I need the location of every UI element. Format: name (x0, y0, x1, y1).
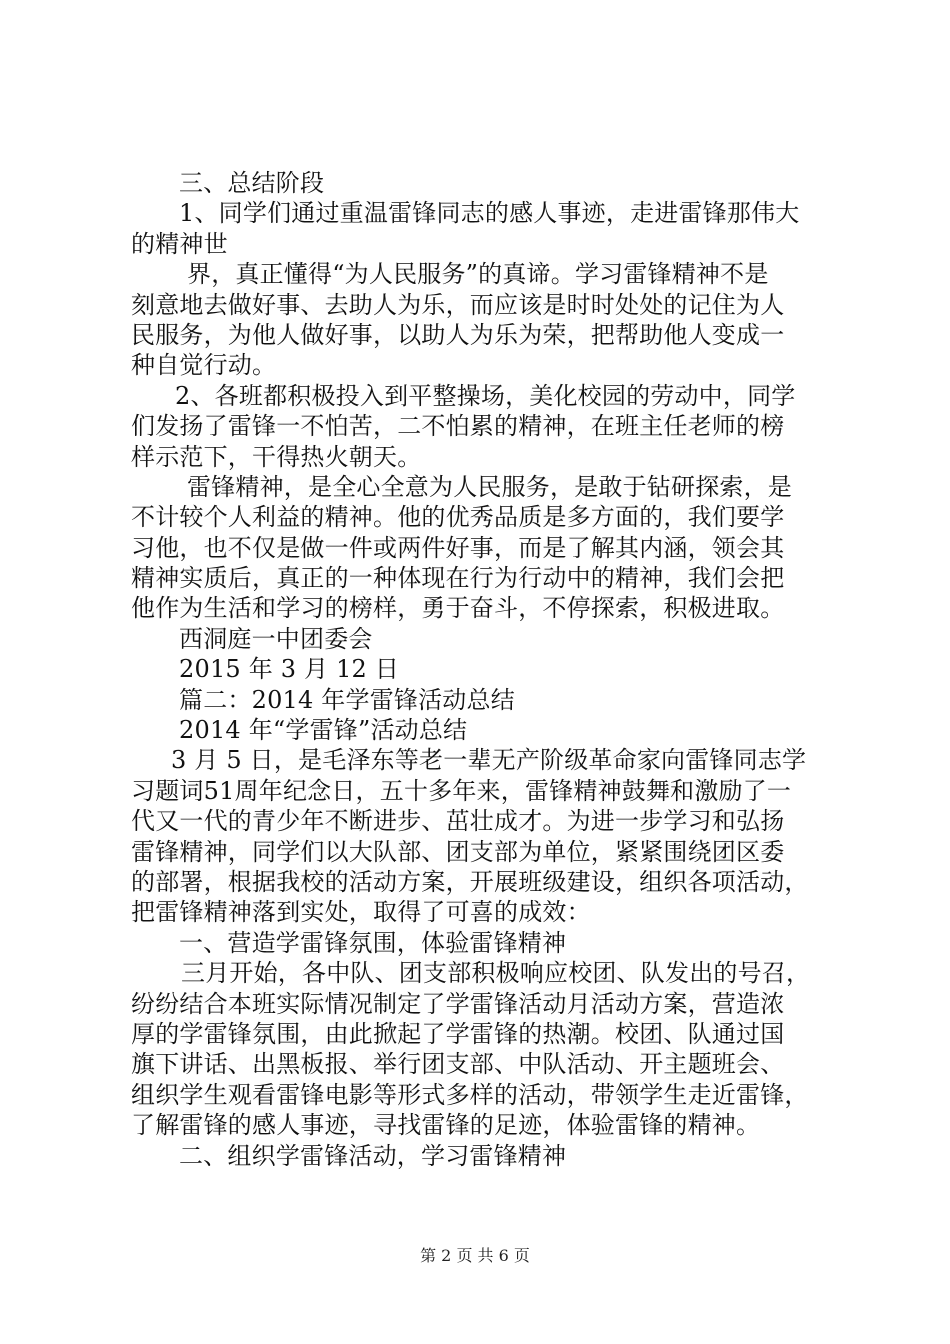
text-line: 雷锋精神，同学们以大队部、团支部为单位，紧紧围绕团区委 (131, 837, 785, 866)
text-line: 了解雷锋的感人事迹，寻找雷锋的足迹，体验雷锋的精神。 (131, 1111, 761, 1140)
text-line: 习题词51周年纪念日，五十多年来，雷锋精神鼓舞和激励了一 (131, 776, 792, 805)
text-line: 样示范下，干得热火朝天。 (131, 442, 422, 471)
document-body (131, 168, 831, 1171)
text-line: 刻意地去做好事、去助人为乐，而应该是时时处处的记住为人 (131, 290, 785, 319)
text-line: 3 月 5 日，是毛泽东等老一辈无产阶级革命家向雷锋同志学 (171, 746, 807, 775)
text-line: 习他，也不仅是做一件或两件好事，而是了解其内涵，领会其 (131, 533, 785, 562)
text-line: 二、组织学雷锋活动，学习雷锋精神 (179, 1141, 567, 1170)
text-line: 的部署，根据我校的活动方案，开展班级建设，组织各项活动， (131, 867, 809, 896)
text-line: 他作为生活和学习的榜样，勇于奋斗，不停探索，积极进取。 (131, 594, 785, 623)
text-line: 把雷锋精神落到实处，取得了可喜的成效： (131, 898, 591, 927)
text-line: 旗下讲话、出黑板报、举行团支部、中队活动、开主题班会、 (131, 1050, 785, 1079)
text-line: 1、同学们通过重温雷锋同志的感人事迹，走进雷锋那伟大 (179, 199, 800, 228)
text-line: 雷锋精神，是全心全意为人民服务，是敢于钻研探索，是 (187, 472, 792, 501)
text-line: 不计较个人利益的精神。他的优秀品质是多方面的，我们要学 (131, 503, 785, 532)
text-line: 代又一代的青少年不断进步、茁壮成才。为进一步学习和弘扬 (131, 807, 785, 836)
page-footer: 第 2 页 共 6 页 (420, 1246, 530, 1265)
text-line: 2014 年“学雷锋”活动总结 (179, 716, 468, 745)
text-line: 界，真正懂得“为人民服务”的真谛。学习雷锋精神不是 (187, 260, 769, 289)
text-line: 们发扬了雷锋一不怕苦，二不怕累的精神，在班主任老师的榜 (131, 412, 785, 441)
text-line: 厚的学雷锋氛围，由此掀起了学雷锋的热潮。校团、队通过国 (131, 1019, 785, 1048)
text-line: 精神实质后，真正的一种体现在行为行动中的精神，我们会把 (131, 564, 785, 593)
text-line: 篇二：2014 年学雷锋活动总结 (179, 685, 515, 714)
text-line: 民服务，为他人做好事，以助人为乐为荣，把帮助他人变成一 (131, 320, 785, 349)
text-line: 西洞庭一中团委会 (179, 624, 373, 653)
text-line: 三月开始，各中队、团支部积极响应校团、队发出的号召， (181, 959, 811, 988)
text-line: 2、各班都积极投入到平整操场，美化校园的劳动中，同学 (175, 381, 796, 410)
text-line: 组织学生观看雷锋电影等形式多样的活动，带领学生走近雷锋， (131, 1080, 809, 1109)
text-line: 的精神世 (131, 229, 228, 258)
text-line: 纷纷结合本班实际情况制定了学雷锋活动月活动方案，营造浓 (131, 989, 785, 1018)
text-line: 种自觉行动。 (131, 351, 277, 380)
text-line: 三、总结阶段 (179, 169, 325, 197)
text-line: 2015 年 3 月 12 日 (179, 655, 400, 684)
text-line: 一、营造学雷锋氛围，体验雷锋精神 (179, 928, 567, 957)
